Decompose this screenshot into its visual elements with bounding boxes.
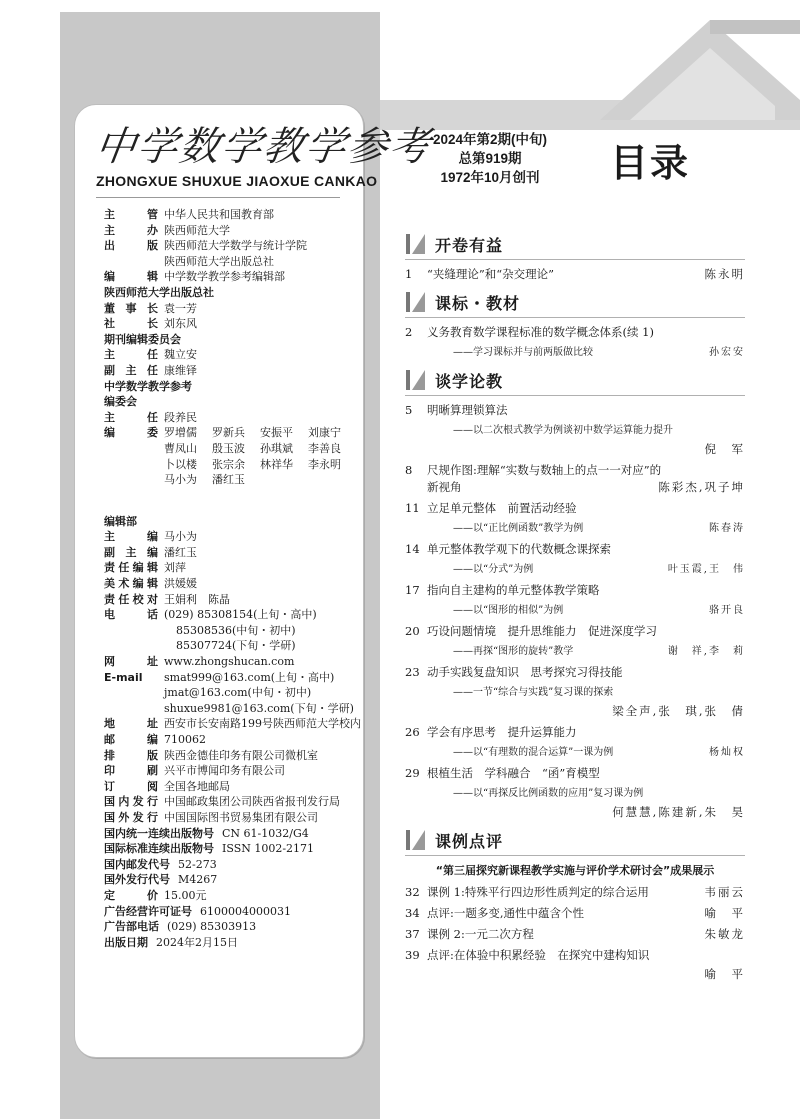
toc-item[interactable]: 20 巧设问题情境 提升思维能力 促进深度学习 ——再探“图形的旋转”教学 谢 祥,李 莉 (405, 624, 745, 657)
table-of-contents (405, 225, 745, 987)
section-header: 谈学论教 (405, 365, 745, 396)
masthead-info: 主管 中华人民共和国教育部 主办 陕西师范大学 出版 陕西师范大学数学与统计学院 陕西师范大学出版总社 编辑 中学数学教学参考编辑部 陕西师范大学出版总社 董事长 袁一芳 社长 刘东风 期刊编辑委员会 主任 魏立安 副主任 康维铎 中学数学教学参考 编委会 主任 段养民 编委 罗增儒 罗新兵 安振平 刘康宁 曹凤山 殷玉波 孙琪斌 李善良 卜以楼 张宗余 林祥华 李永明 马小为 潘红玉 编辑部 主编 马小为 副主编 潘红玉 责任编辑 刘萍 美术编辑 洪媛媛 责任校对 王娟利 陈晶 电话 (029) 85308154(上旬・高中) 85308536(中旬・初中) 85307724(下旬・学研) 网址 www.zhongshucan.com E-mail smat999@163.com(上旬・高中) jmat@163.com(中旬・初中) shuxue9981@163.com(下旬・学研) 地址 西安市长安南路199号陕西师范大学校内 邮编 710062 排版 陕西金德佳印务有限公司微机室 印刷 兴平市博闻印务有限公司 订阅 全国各地邮局 国内发行 中国邮政集团公司陕西省报刊发行局 国外发行 中国国际图书贸易集团有限公司 国内统一连续出版物号 CN 61-1032/G4 国际标准连续出版物号 ISSN 1002-2171 国内邮发代号 52-273 国外发行代号 M4267 定价 15.00元 广告经营许可证号 6100004000031 广告部电话 (029) 85303913 出版日期 2024年2月15日 (104, 208, 361, 949)
section-header: 开卷有益 (405, 229, 745, 260)
issue-number: 2024年第2期(中旬) (432, 132, 548, 147)
toc-item[interactable]: 14 单元整体教学观下的代数概念课探索 ——以“分式”为例 叶玉霞,王 伟 (405, 542, 745, 575)
toc-item[interactable]: 5 明晰算理锁算法 ——以二次根式教学为例谈初中数学运算能力提升 倪 军 (405, 403, 745, 456)
journal-name-en: ZHONGXUE SHUXUE JIAOXUE CANKAO (96, 173, 378, 189)
section-header: 课例点评 (405, 825, 745, 856)
symposium-banner: “第三届探究新课程教学实施与评价学术研讨会”成果展示 (435, 864, 715, 877)
total-issue: 总第919期 (458, 151, 522, 166)
toc-item[interactable]: 2 义务教育数学课程标准的数学概念体系(续 1) ——学习课标并与前两版做比较 孙宏安 (405, 325, 745, 358)
section-marker-icon (405, 828, 427, 852)
toc-item[interactable]: 29 根植生活 学科融合 “函”育模型 ——以“再探反比例函数的应用”复习课为例 何慧慧,陈建新,朱 昊 (405, 766, 745, 819)
page-title: 目录 (610, 141, 691, 185)
toc-item[interactable]: 37 课例 2:一元二次方程 朱敏龙 (405, 927, 745, 941)
masthead-divider (96, 197, 340, 198)
toc-item[interactable]: 8 尺规作图:理解“实数与数轴上的点一一对应”的 新视角 陈彩杰,巩子坤 (405, 463, 745, 494)
editorial-board-list: 罗增儒 罗新兵 安振平 刘康宁 曹凤山 殷玉波 孙琪斌 李善良 卜以楼 张宗余 林祥华 李永明 马小为 潘红玉 (164, 426, 341, 487)
toc-item[interactable]: 17 指向自主建构的单元整体教学策略 ——以“图形的相似”为例 骆开良 (405, 583, 745, 616)
roof-decoration-icon (560, 10, 800, 120)
section-marker-icon (405, 232, 427, 256)
toc-item[interactable]: 1 “夹缝理论”和“杂交理论” 陈永明 (405, 267, 745, 281)
toc-item[interactable]: 32 课例 1:特殊平行四边形性质判定的综合运用 韦丽云 (405, 885, 745, 899)
toc-item[interactable]: 34 点评:一题多变,通性中蕴含个性 喻 平 (405, 906, 745, 920)
toc-item[interactable]: 26 学会有序思考 提升运算能力 ——以“有理数的混合运算”一课为例 杨灿权 (405, 725, 745, 758)
section-marker-icon (405, 290, 427, 314)
founded-date: 1972年10月创刊 (440, 170, 540, 185)
toc-item[interactable]: 23 动手实践复盘知识 思考探究习得技能 ——一节“综合与实践”复习课的探索 梁全声,张 琪,张 倩 (405, 665, 745, 718)
toc-item[interactable]: 39 点评:在体验中积累经验 在探究中建构知识 喻 平 (405, 948, 745, 981)
section-header: 课标・教材 (405, 287, 745, 318)
toc-item[interactable]: 11 立足单元整体 前置活动经验 ——以“正比例函数”教学为例 陈春涛 (405, 501, 745, 534)
section-marker-icon (405, 368, 427, 392)
journal-logo: 中学数学教学参考 (92, 124, 435, 170)
